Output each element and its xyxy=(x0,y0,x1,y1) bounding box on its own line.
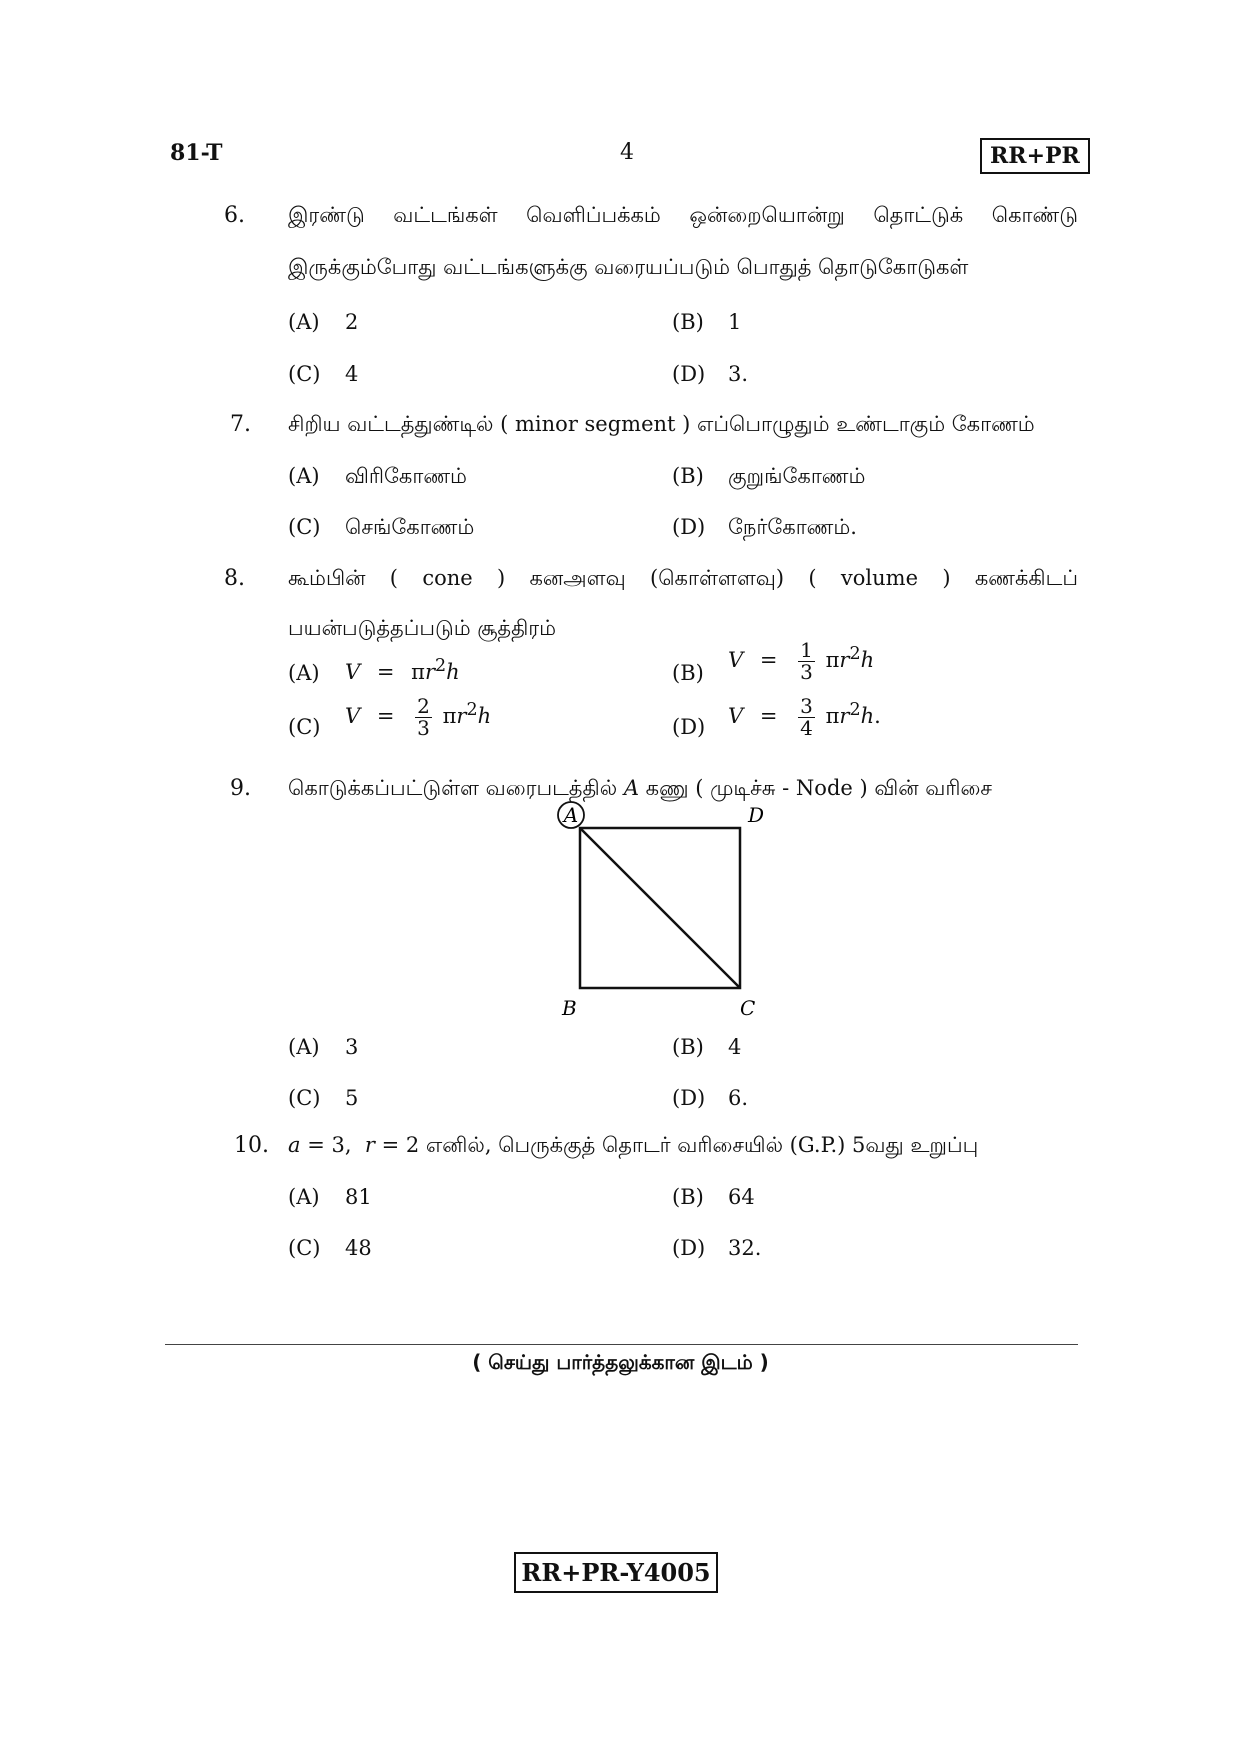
option-value: 5 xyxy=(345,1086,359,1110)
formula: V = $\frac{1}{3}$ $\pi r^2h$ xyxy=(728,638,875,684)
diagonal-edge xyxy=(580,828,740,988)
option-label: (A) xyxy=(288,661,320,685)
option-label: (B) xyxy=(672,310,704,334)
node-label-b: B xyxy=(562,996,577,1020)
node-label-d: D xyxy=(748,803,765,827)
option-value: 1 xyxy=(728,310,742,334)
question-text: கொடுக்கப்பட்டுள்ள வரைபடத்தில் A கணு ( முடிச்சு - Node ) வின் வரிசை xyxy=(288,776,992,800)
option-value: 64 xyxy=(728,1185,755,1209)
option-label: (C) xyxy=(288,1236,321,1260)
formula: $V = \pi r^2h$ xyxy=(345,656,460,684)
question-text-line2: இருக்கும்போது வட்டங்களுக்கு வரையப்படும் பொதுத் தொடுகோடுகள் xyxy=(288,255,969,279)
question-number: 8. xyxy=(224,566,245,591)
paper-code: 81-T xyxy=(170,140,223,166)
option-value: செங்கோணம் xyxy=(345,515,475,539)
option-value: 6. xyxy=(728,1086,749,1110)
question-text: சிறிய வட்டத்துண்டில் ( minor segment ) எப்பொழுதும் உண்டாகும் கோணம் xyxy=(288,412,1035,436)
option-value: 81 xyxy=(345,1185,372,1209)
option-label: (C) xyxy=(288,362,321,386)
question-text: இரண்டு வட்டங்கள் வெளிப்பக்கம் ஒன்றையொன்று தொட்டுக் கொண்டு xyxy=(288,203,1078,227)
graph-figure xyxy=(540,800,780,1030)
divider xyxy=(165,1344,1078,1345)
rough-work-note: ( செய்து பார்த்தலுக்கான இடம் ) xyxy=(472,1350,769,1374)
option-label: (A) xyxy=(288,464,320,488)
option-value: 3 xyxy=(345,1035,359,1059)
question-number: 9. xyxy=(230,776,251,801)
paper-code-box: RR+PR-Y4005 xyxy=(514,1552,718,1593)
node-label-c: C xyxy=(740,996,756,1020)
option-label: (D) xyxy=(672,1236,706,1260)
option-label: (A) xyxy=(288,1035,320,1059)
series-box: RR+PR xyxy=(980,138,1090,174)
option-label: (D) xyxy=(672,515,706,539)
option-label: (D) xyxy=(672,1086,706,1110)
option-label: (D) xyxy=(672,715,706,739)
option-value: 2 xyxy=(345,310,359,334)
option-value: 4 xyxy=(345,362,359,386)
option-label: (C) xyxy=(288,515,321,539)
option-label: (B) xyxy=(672,1185,704,1209)
option-value: 4 xyxy=(728,1035,742,1059)
option-value: 48 xyxy=(345,1236,372,1260)
option-label: (C) xyxy=(288,715,321,739)
option-label: (B) xyxy=(672,661,704,685)
option-label: (B) xyxy=(672,464,704,488)
option-value: 3. xyxy=(728,362,749,386)
question-text: a = 3, r = 2 எனில், பெருக்குத் தொடர் வரிசையில் (G.P.) 5வது உறுப்பு xyxy=(288,1133,979,1157)
option-value: விரிகோணம் xyxy=(345,464,467,488)
node-label-a: A xyxy=(563,803,579,827)
question-number: 6. xyxy=(224,203,245,228)
question-text: கூம்பின் ( cone ) கனஅளவு (கொள்ளளவு) ( volume ) கணக்கிடப் xyxy=(288,566,1078,590)
option-label: (A) xyxy=(288,1185,320,1209)
option-label: (C) xyxy=(288,1086,321,1110)
question-number: 7. xyxy=(230,412,251,437)
option-label: (D) xyxy=(672,362,706,386)
option-label: (B) xyxy=(672,1035,704,1059)
formula: V = $\frac{3}{4}$ $\pi r^2h$. xyxy=(728,694,881,740)
question-text-line2: பயன்படுத்தப்படும் சூத்திரம் xyxy=(288,616,557,640)
option-label: (A) xyxy=(288,310,320,334)
option-value: குறுங்கோணம் xyxy=(728,464,866,488)
option-value: 32. xyxy=(728,1236,762,1260)
question-number: 10. xyxy=(234,1133,269,1158)
page-number: 4 xyxy=(620,140,634,165)
option-value: நேர்கோணம். xyxy=(728,515,857,539)
formula: V = $\frac{2}{3}$ $\pi r^2h$ xyxy=(345,694,492,740)
